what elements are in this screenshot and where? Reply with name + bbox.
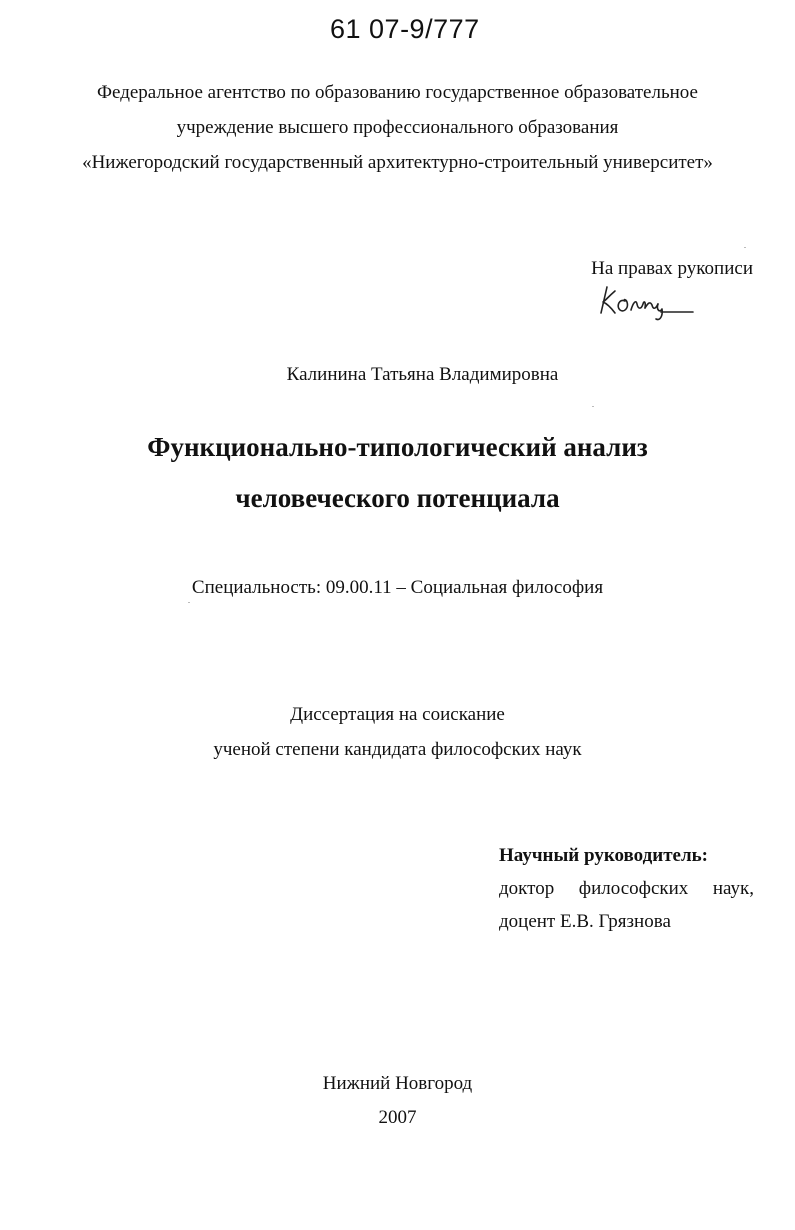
organization-line-3: «Нижегородский государственный архитектурно-строительный университет» (82, 152, 713, 173)
document-number: 61 07-9/777 (330, 14, 480, 44)
organization-line-1: Федеральное агентство по образованию государственное образовательное (97, 82, 698, 103)
year: 2007 (378, 1107, 417, 1128)
dissertation-degree-line-1: Диссертация на соискание (290, 704, 505, 725)
handwritten-signature (598, 283, 698, 323)
scan-speck (744, 247, 746, 248)
scan-speck (188, 602, 190, 603)
dissertation-title-line-1: Функционально-типологический анализ (147, 432, 648, 462)
author-name: Калинина Татьяна Владимировна (286, 364, 559, 385)
supervisor-block (499, 845, 754, 933)
dissertation-title-line-2: человеческого потенциала (235, 483, 560, 513)
supervisor-heading: Научный руководитель: (499, 845, 708, 866)
organization-line-2: учреждение высшего профессионального образования (176, 117, 619, 138)
supervisor-degree: доктор философских наук, (499, 878, 754, 899)
manuscript-rights-label: На правах рукописи (591, 258, 753, 279)
city: Нижний Новгород (322, 1073, 473, 1094)
scan-speck (592, 406, 594, 407)
supervisor-name: доцент Е.В. Грязнова (499, 911, 671, 932)
specialty-line: Специальность: 09.00.11 – Социальная философия (191, 577, 604, 598)
dissertation-degree-line-2: ученой степени кандидата философских наук (213, 739, 582, 760)
